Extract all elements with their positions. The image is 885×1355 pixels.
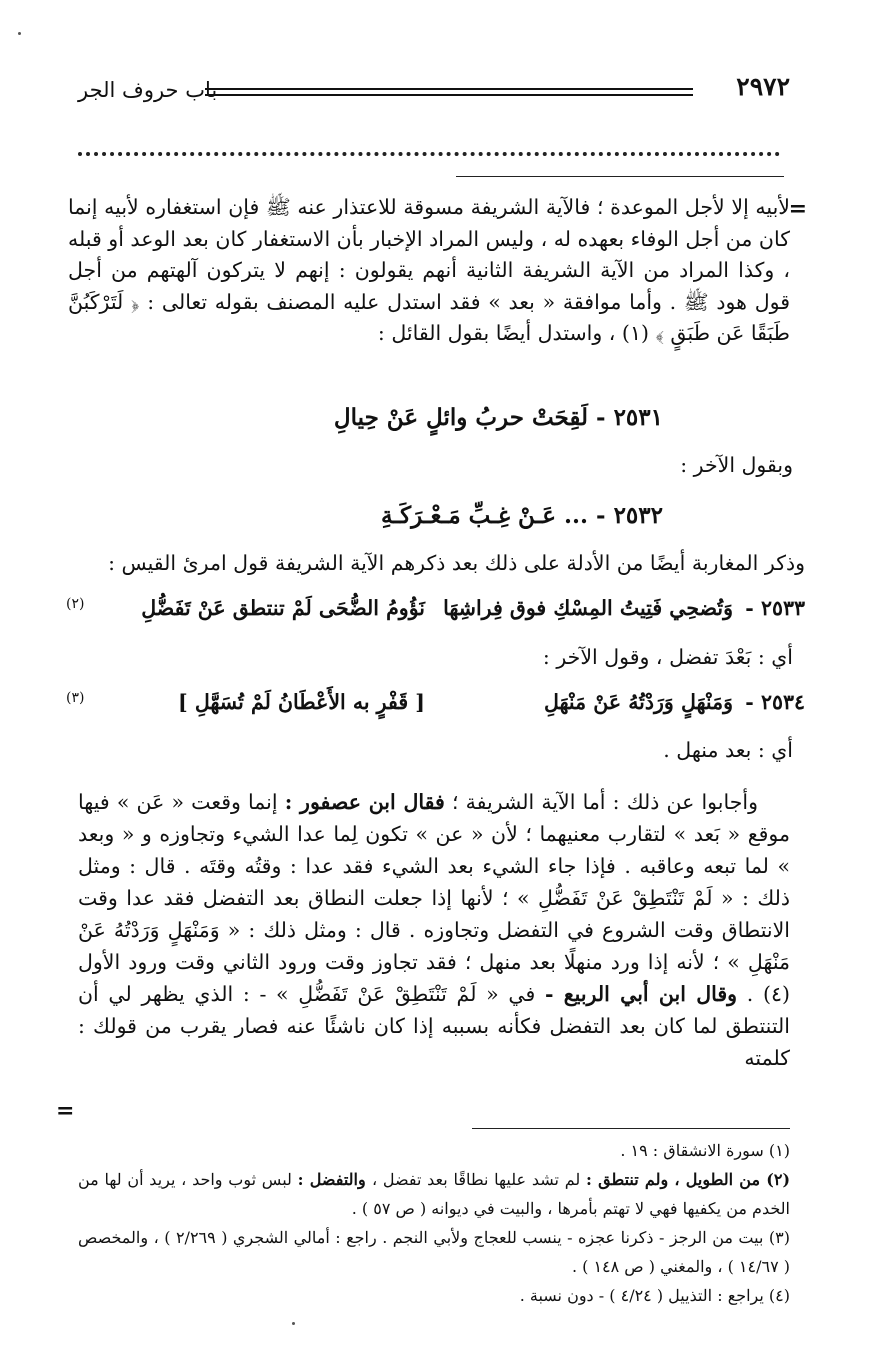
header-double-rule-top	[205, 88, 693, 90]
gloss-2533: أي : بَعْدَ تفضل ، وقول الآخر :	[542, 645, 793, 669]
verse-number: ٢٥٣٣ -	[745, 596, 805, 620]
intro-text: لأبيه إلا لأجل الموعدة ؛ فالآية الشريفة مسوقة للاعتذار عنه ﷺ فإن استغفاره لأبيه إنما كان من أجل الوفاء بعهده له ، وليس المراد الإخبار بأن الاستغفار كان بعد الوعد أو قبله ، وكذا المراد من الآية الشريفة الثانية أنهم يقولون : إنهم لا يتركون آلهتهم من أجل قول هود ﷺ . وأما موافقة « بعد » فقد استدل عليه المصنف بقوله تعالى : ﴿ لَتَرْكَبُنَّ طَبَقًا عَن طَبَقٍ ﴾ (١) ، واستدل أيضًا بقول القائل :	[68, 195, 790, 345]
scan-speck	[18, 32, 21, 35]
footnote-2	[78, 1165, 790, 1223]
author-ibn-usfur: فقال ابن عصفور :	[284, 790, 445, 814]
maghariba-intro-text: وذكر المغاربة أيضًا من الأدلة على ذلك بعد ذكرهم الآية الشريفة قول امرئ القيس :	[108, 551, 805, 575]
verse-number: ٢٥٣٤ -	[745, 690, 805, 714]
section-rule	[456, 176, 784, 177]
page-number: ٢٩٧٢	[736, 72, 790, 101]
footnote-1: (١) سورة الانشقاق : ١٩ .	[620, 1141, 790, 1160]
discussion-part-1: إنما وقعت « عَن » فيها موقع « بَعد » لتقارب معنيهما ؛ لأن « عن » تكون لِما عدا الشيء وتجاوزه و « وبعد » لما تبعه وعاقبه . فإذا جاء الشيء بعد الشيء فقد عدا : وقتُه وقتَه . قال : ومثل ذلك : « لَمْ تَنْتَطِقْ عَنْ تَفَضُّلِ » ؛ لأنها إذا جعلت النطاق بعد التفضل فقد عدا وقت الانتطاق وقت الشروع في التفضل وتجاوزه . قال : ومثل ذلك : « وَمَنْهَلٍ وَرَدْتُهُ عَنْ مَنْهَلِ » ؛ لأنه إذا ورد منهلًا بعد منهل ؛ فقد تجاوز وقت ورود الثاني وقت ورود الأول (٤) .	[78, 790, 790, 1006]
footnote-ref: (٣)	[66, 690, 85, 706]
page-header	[78, 72, 790, 112]
chapter-title: باب حروف الجر	[78, 78, 218, 102]
intro-paragraph	[68, 192, 790, 350]
footnote-ref: (٢)	[66, 596, 85, 612]
gloss-2534: أي : بعد منهل .	[663, 738, 793, 762]
footnote-2-text-2: لبس ثوب واحد ، يريد أن لها من الخدم من يكفيها فهي لا تهتم بأمرها ، والبيت في ديوانه ( ص ٥٧ ) .	[78, 1170, 790, 1218]
continuation-mark-bottom: =	[56, 1098, 75, 1124]
author-ibn-abi-rabi: وقال ابن أبي الربيع -	[544, 982, 738, 1006]
dotted-separator	[78, 152, 780, 156]
example-intro-text: وبقول الآخر :	[680, 453, 793, 477]
footnote-2-text-1: لم تشد عليها نطاقًا بعد تفضل ،	[371, 1170, 586, 1189]
discussion-part-2: في « لَمْ تَنْتَطِقْ عَنْ تَفَضُّلِ » - : الذي يظهر لي أن التنتطق لما كان بعد التفضل فكأنه بسببه إذا كان ناشئًا عنه فصار يقرب من قولك : كلمته	[78, 982, 790, 1070]
footnote-rule	[472, 1128, 790, 1129]
scan-speck	[292, 1322, 295, 1325]
continuation-mark-top: =	[788, 196, 807, 222]
footnotes	[78, 1136, 790, 1310]
verse-hemistich-1: وَتُضحِي فَتِيتُ المِسْكِ فوق فِراشِهَا	[443, 596, 733, 620]
discussion-paragraph	[78, 786, 790, 1074]
verse-hemistich-2: نَؤُومُ الضُّحَى لَمْ تنتطق عَنْ تَفَضُّلِ	[141, 596, 425, 620]
footnote-4: (٤) يراجع : التذييل ( ٤/٢٤ ) - دون نسبة .	[519, 1286, 790, 1305]
verse-hemistich-2: [ قَفْرٍ به الأَعْطَانُ لَمْ تُسَهَّلِ ]	[178, 690, 425, 714]
discussion-lead: وأجابوا عن ذلك : أما الآية الشريفة ؛	[451, 790, 758, 814]
footnote-2-term-1: (٢) من الطويل ، ولم تنتطق :	[585, 1170, 791, 1189]
footnote-3: (٣) بيت من الرجز - ذكرنا عجزه - ينسب للعجاج ولأبي النجم . راجع : أمالي الشجري ( ٢/٢٦٩ ) ، والمخصص ( ١٤/٦٧ ) ، والمغني ( ص ١٤٨ ) .	[78, 1228, 790, 1276]
verse-hemistich-1: وَمَنْهَلٍ وَرَدْتُهُ عَنْ مَنْهَلِ	[543, 690, 733, 714]
example-2532: ٢٥٣٢ - ... عَـنْ غِـبِّ مَـعْـرَكَـةِ	[381, 502, 663, 529]
example-2531: ٢٥٣١ - لَقِحَتْ حربُ وائلٍ عَنْ حِيالِ	[333, 404, 663, 431]
footnote-2-term-2: والتفضل :	[297, 1170, 372, 1189]
header-double-rule-bottom	[205, 94, 693, 96]
